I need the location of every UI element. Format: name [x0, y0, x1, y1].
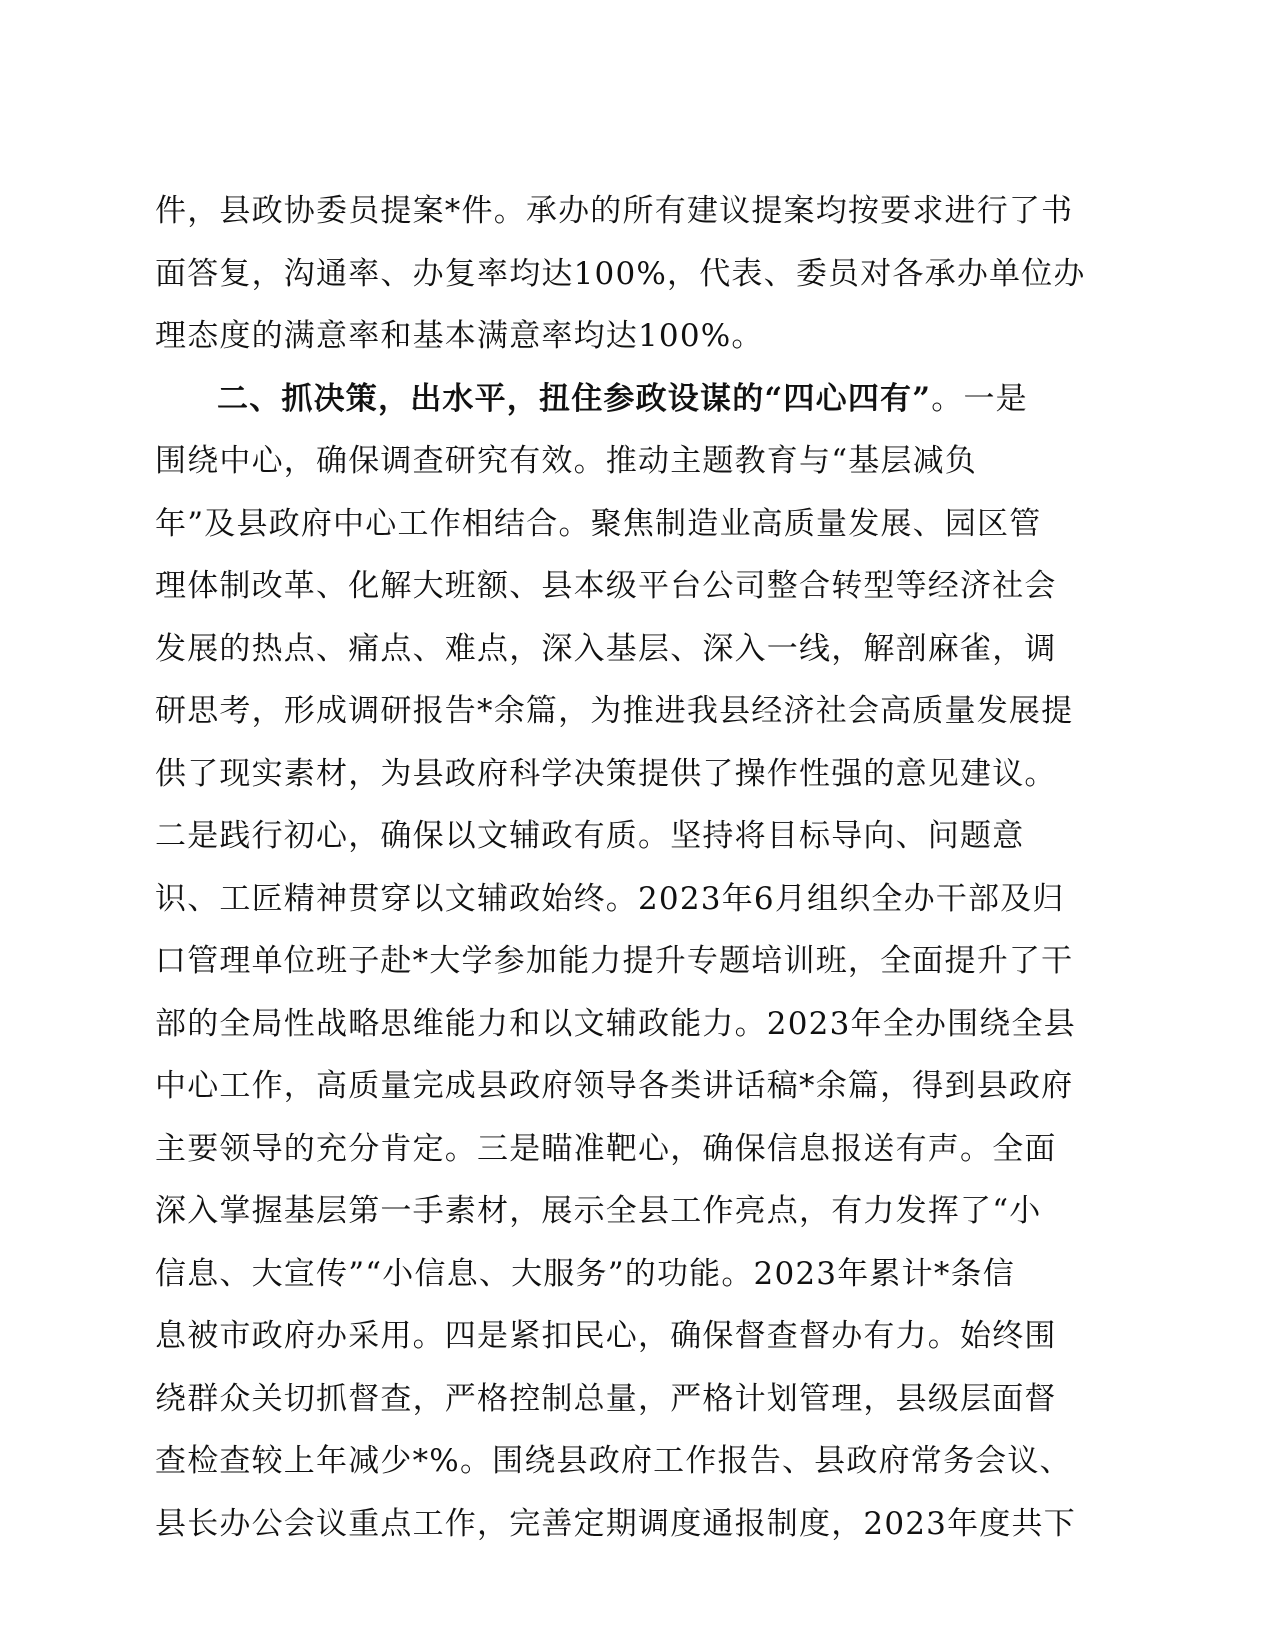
- section-heading-line: 二、抓决策，出水平，扭住参政设谋的“四心四有”。一是: [217, 380, 1028, 417]
- text-line-16: 主要领导的充分肯定。三是瞄准靶心，确保信息报送有声。全面: [155, 1130, 1057, 1167]
- text-line-7: 理体制改革、化解大班额、县本级平台公司整合转型等经济社会: [155, 568, 1057, 604]
- section-heading: 二、抓决策，出水平，扭住参政设谋的“四心四有”: [217, 380, 932, 417]
- text-line-17: 深入掌握基层第一手素材，展示全县工作亮点，有力发挥了“小: [155, 1193, 1042, 1229]
- text-line-12: 识、工匠精神贯穿以文辅政始终。2023年6月组织全办干部及归: [155, 880, 1065, 917]
- text-line-19: 息被市政府办采用。四是紧扣民心，确保督查督办有力。始终围: [155, 1318, 1057, 1354]
- text-line-6: 年”及县政府中心工作相结合。聚焦制造业高质量发展、园区管: [155, 505, 1042, 542]
- text-line-10: 供了现实素材，为县政府科学决策提供了操作性强的意见建议。: [155, 755, 1057, 792]
- text-line-8: 发展的热点、痛点、难点，深入基层、深入一线，解剖麻雀，调: [155, 630, 1057, 667]
- text-line-2: 面答复，沟通率、办复率均达100%，代表、委员对各承办单位办: [155, 255, 1086, 292]
- text-line-18: 信息、大宣传”“小信息、大服务”的功能。2023年累计*条信: [155, 1255, 1015, 1292]
- text-line-15: 中心工作，高质量完成县政府领导各类讲话稿*余篇，得到县政府: [155, 1068, 1074, 1104]
- body-text: [155, 180, 1105, 1555]
- text-line-20: 绕群众关切抓督查，严格控制总量，严格计划管理，县级层面督: [155, 1380, 1057, 1417]
- text-line-1: 件，县政协委员提案*件。承办的所有建议提案均按要求进行了书: [155, 193, 1074, 229]
- text-line-9: 研思考，形成调研报告*余篇，为推进我县经济社会高质量发展提: [155, 693, 1074, 729]
- text-line-11: 二是践行初心，确保以文辅政有质。坚持将目标导向、问题意: [155, 818, 1025, 854]
- text-line-22: 县长办公会议重点工作，完善定期调度通报制度，2023年度共下: [155, 1505, 1076, 1542]
- text-line-13: 口管理单位班子赴*大学参加能力提升专题培训班，全面提升了干: [155, 943, 1074, 979]
- text-line-21: 查检查较上年减少*%。围绕县政府工作报告、县政府常务会议、: [155, 1443, 1072, 1479]
- text-line-3: 理态度的满意率和基本满意率均达100%。: [155, 318, 764, 354]
- text-line-5: 围绕中心，确保调查研究有效。推动主题教育与“基层减负: [155, 443, 978, 479]
- text-line-14: 部的全局性战略思维能力和以文辅政能力。2023年全办围绕全县: [155, 1005, 1076, 1042]
